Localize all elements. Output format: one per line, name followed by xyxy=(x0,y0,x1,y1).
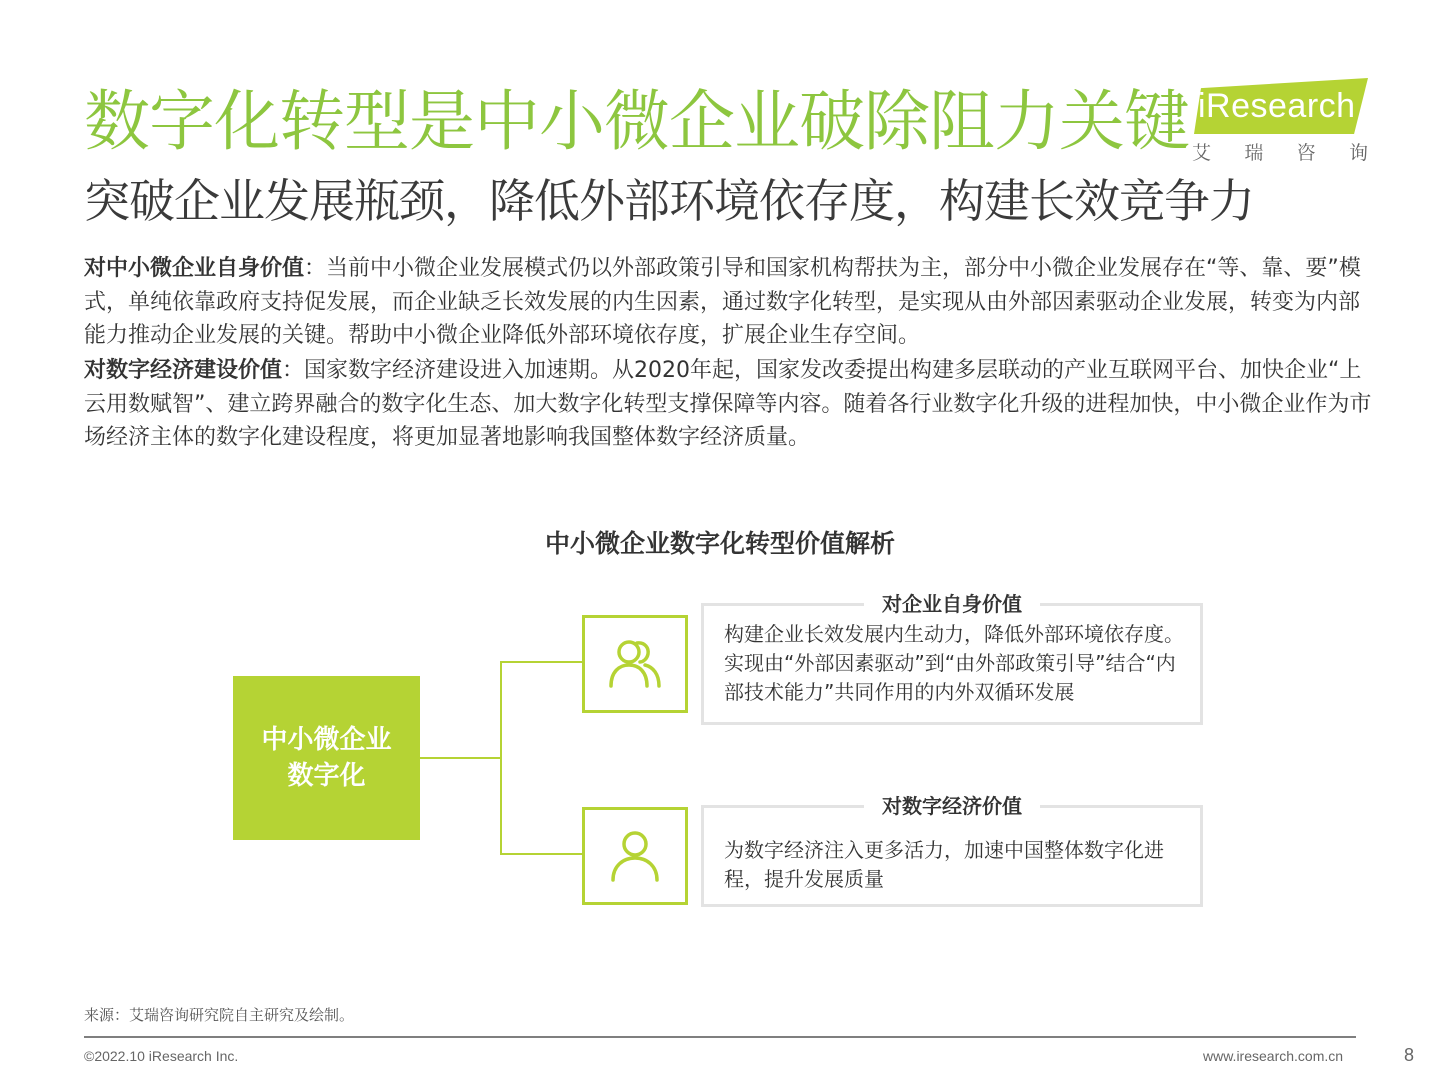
copyright: ©2022.10 iResearch Inc. xyxy=(84,1048,239,1064)
logo-wordmark: iResearch xyxy=(1198,87,1356,125)
card-text: 构建企业长效发展内生动力，降低外部环境依存度。实现由“外部因素驱动”到“由外部政策引导”结合“内部技术能力”共同作用的内外双循环发展 xyxy=(724,622,1184,704)
connector-horizontal-top xyxy=(500,661,582,663)
connector-vertical xyxy=(500,661,502,855)
card-label-wrap xyxy=(704,590,1200,618)
paragraph-text: ：国家数字经济建设进入加速期。从2020年起，国家发改委提出构建多层联动的产业互联网平台、加快企业“上云用数赋智”、建立跨界融合的数字化生态、加大数字化转型支撑保障等内容。随着各行业数字化升级的进程加快，中小微企业作为市场经济主体的数字化建设程度，将更加显著地影响我国整体数字经济质量。 xyxy=(84,358,1372,450)
page-number: 8 xyxy=(1404,1045,1415,1065)
icon-box-enterprise xyxy=(582,615,688,713)
card-enterprise-value xyxy=(701,592,1203,725)
connector-horizontal-center xyxy=(420,757,501,759)
card-label: 对企业自身价值 xyxy=(864,592,1040,616)
footer-divider xyxy=(84,1036,1356,1038)
card-label-wrap xyxy=(704,792,1200,820)
paragraph-enterprise-value xyxy=(84,252,1374,353)
logo-chinese xyxy=(1192,140,1368,166)
source-note: 来源：艾瑞咨询研究院自主研究及绘制。 xyxy=(84,1006,355,1024)
icon-box-economy xyxy=(582,807,688,905)
center-node-line2: 数字化 xyxy=(287,761,366,791)
diagram-title: 中小微企业数字化转型价值解析 xyxy=(544,529,895,558)
paragraph-economy-value xyxy=(84,354,1374,455)
center-node-line1: 中小微企业 xyxy=(261,725,392,755)
card-label: 对数字经济价值 xyxy=(864,794,1040,818)
page-title: 数字化转型是中小微企业破除阻力关键 xyxy=(84,83,1189,160)
logo-char: 咨 xyxy=(1296,142,1316,164)
card-text: 为数字经济注入更多活力，加速中国整体数字化进程，提升发展质量 xyxy=(724,838,1164,891)
logo-char: 询 xyxy=(1348,142,1368,164)
paragraph-text: ：当前中小微企业发展模式仍以外部政策引导和国家机构帮扶为主，部分中小微企业发展存在“等、靠、要”模式，单纯依靠政府支持促发展，而企业缺乏长效发展的内生因素，通过数字化转型，是实现从由外部因素驱动企业发展，转变为内部能力推动企业发展的关键。帮助中小微企业降低外部环境依存度，扩展企业生存空间。 xyxy=(84,256,1361,348)
iresearch-logo xyxy=(1188,74,1372,170)
paragraph-label: 对中小微企业自身价值 xyxy=(84,256,305,281)
card-economy-value xyxy=(701,794,1203,907)
single-user-icon xyxy=(605,826,665,886)
website-link[interactable]: www.iresearch.com.cn xyxy=(1203,1048,1344,1064)
center-node xyxy=(233,676,420,840)
page-subtitle: 突破企业发展瓶颈，降低外部环境依存度，构建长效竞争力 xyxy=(84,174,1254,228)
logo-char: 艾 xyxy=(1192,142,1212,164)
logo-char: 瑞 xyxy=(1244,142,1264,164)
connector-horizontal-bottom xyxy=(500,853,582,855)
group-users-icon xyxy=(605,634,665,694)
paragraph-label: 对数字经济建设价值 xyxy=(84,358,283,383)
